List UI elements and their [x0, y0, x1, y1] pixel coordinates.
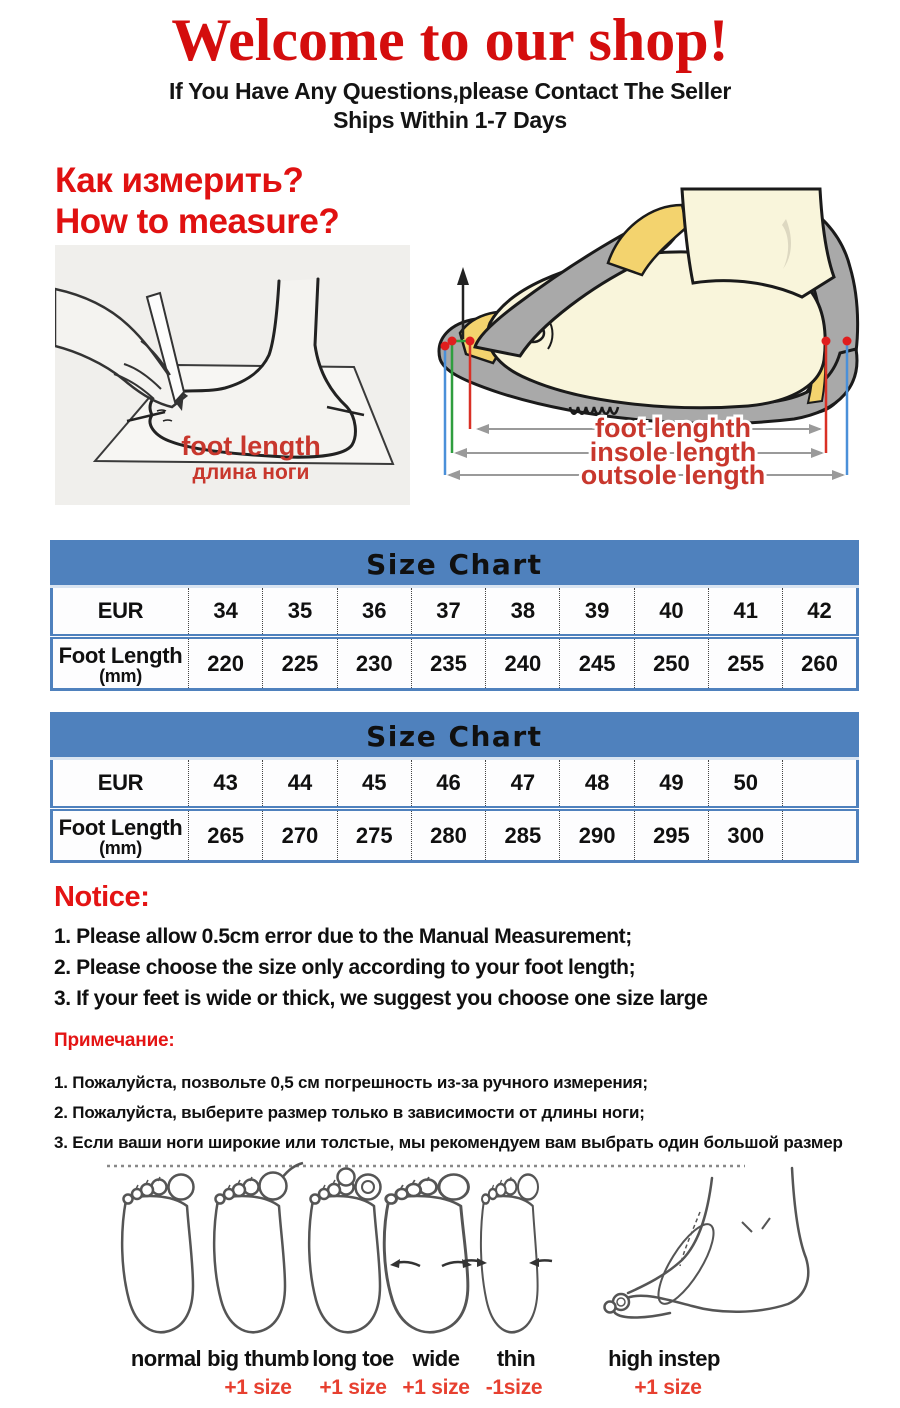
- foot-length-cell: 220: [189, 637, 263, 690]
- foot-length-row-label: Foot Length (mm): [52, 637, 189, 690]
- shoe-measurement-diagram: [430, 163, 890, 500]
- empty-cell: [783, 809, 857, 862]
- foot-type-label: long toe: [312, 1346, 394, 1371]
- size-advice-label: +1 size: [319, 1376, 387, 1399]
- foot-big-thumb: [214, 1163, 303, 1332]
- eur-size-cell: 34: [189, 587, 263, 637]
- notice-item: 1. Пожалуйста, позвольте 0,5 см погрешность из-за ручного измерения;: [54, 1073, 648, 1092]
- notice-item: 2. Please choose the size only according to your foot length;: [54, 956, 636, 979]
- contact-seller-note: If You Have Any Questions,please Contact The Seller: [169, 78, 731, 104]
- eur-size-cell: 46: [411, 759, 485, 809]
- ankle: [682, 189, 834, 297]
- shoe-foot-length-label: foot lenghth: [595, 413, 751, 443]
- notice-item: 2. Пожалуйста, выберите размер только в зависимости от длины ноги;: [54, 1103, 645, 1122]
- foot-length-cell: 275: [337, 809, 411, 862]
- foot-length-cell: 240: [486, 637, 560, 690]
- foot-length-cell: 250: [634, 637, 708, 690]
- foot-normal: [122, 1175, 193, 1333]
- foot-length-cell: 295: [634, 809, 708, 862]
- foot-length-label-en: foot length: [181, 431, 321, 461]
- size-advice-labels: [0, 1376, 900, 1402]
- foot-length-cell: 285: [486, 809, 560, 862]
- foot-length-cell: 260: [783, 637, 857, 690]
- size-advice-label: -1size: [485, 1376, 543, 1399]
- shoe-insole-length-label: insole length: [589, 437, 757, 467]
- foot-length-cell: 280: [411, 809, 485, 862]
- foot-tracing-illustration: [55, 245, 410, 505]
- eur-size-cell: 38: [486, 587, 560, 637]
- foot-length-cell: 245: [560, 637, 634, 690]
- page-title: Welcome to our shop!: [171, 7, 729, 73]
- header: [0, 4, 900, 134]
- eur-size-cell: 39: [560, 587, 634, 637]
- notice-title-en: Notice:: [54, 881, 150, 913]
- eur-size-cell: 36: [337, 587, 411, 637]
- notice-item: 3. If your feet is wide or thick, we suggest you choose one size large: [54, 987, 708, 1010]
- notice-section-en: [54, 882, 884, 1014]
- eur-size-cell: 41: [709, 587, 783, 637]
- eur-size-cell: 48: [560, 759, 634, 809]
- foot-type-labels: [0, 1346, 900, 1372]
- empty-cell: [783, 759, 857, 809]
- eur-size-cell: 40: [634, 587, 708, 637]
- foot-length-cell: 265: [189, 809, 263, 862]
- measure-heading-en: How to measure?: [55, 202, 340, 241]
- eur-size-cell: 43: [189, 759, 263, 809]
- size-chart-table-2: [50, 712, 859, 863]
- notice-title-ru: Примечание:: [54, 1030, 175, 1051]
- eur-row-label: EUR: [97, 770, 144, 795]
- notice-item: 1. Please allow 0.5cm error due to the Manual Measurement;: [54, 925, 632, 948]
- eur-size-cell: 37: [411, 587, 485, 637]
- foot-types-illustration: [85, 1156, 855, 1342]
- eur-size-cell: 35: [263, 587, 337, 637]
- foot-type-label: wide: [412, 1346, 460, 1371]
- foot-length-cell: 255: [709, 637, 783, 690]
- foot-type-label: normal: [130, 1346, 202, 1371]
- foot-type-label: high instep: [608, 1346, 720, 1371]
- size-chart-table-1: [50, 540, 859, 691]
- eur-size-cell: 49: [634, 759, 708, 809]
- foot-high-instep: [605, 1168, 809, 1318]
- size-advice-label: +1 size: [402, 1376, 470, 1399]
- up-arrow-icon: [457, 267, 469, 285]
- eur-size-cell: 44: [263, 759, 337, 809]
- eur-row-label: EUR: [97, 598, 144, 623]
- eur-size-cell: 50: [709, 759, 783, 809]
- foot-thin: [464, 1175, 552, 1333]
- foot-length-cell: 270: [263, 809, 337, 862]
- foot-type-label: big thumb: [207, 1346, 309, 1371]
- size-chart-1-title: Size Chart: [52, 542, 858, 587]
- notice-item: 3. Если ваши ноги широкие или толстые, мы рекомендуем вам выбрать один большой размер: [54, 1133, 843, 1152]
- foot-length-cell: 225: [263, 637, 337, 690]
- foot-type-label: thin: [496, 1346, 536, 1371]
- foot-length-row-label: Foot Length (mm): [52, 809, 189, 862]
- foot-long-toe: [309, 1169, 380, 1333]
- foot-length-cell: 290: [560, 809, 634, 862]
- notice-section-ru: [54, 1026, 900, 1158]
- foot-wide: [384, 1175, 472, 1333]
- foot-length-cell: 235: [411, 637, 485, 690]
- size-chart-2-title: Size Chart: [52, 714, 858, 759]
- eur-size-cell: 42: [783, 587, 857, 637]
- shipping-note: Ships Within 1-7 Days: [333, 107, 567, 133]
- size-advice-label: +1 size: [634, 1376, 702, 1399]
- eur-size-cell: 45: [337, 759, 411, 809]
- measure-heading-ru: Как измерить?: [55, 161, 304, 200]
- eur-size-cell: 47: [486, 759, 560, 809]
- foot-length-label-ru: длина ноги: [192, 461, 310, 484]
- shoe-outsole-length-label: outsole length: [580, 460, 766, 490]
- size-advice-label: +1 size: [224, 1376, 292, 1399]
- measure-heading: [55, 160, 339, 242]
- foot-length-cell: 300: [709, 809, 783, 862]
- foot-length-cell: 230: [337, 637, 411, 690]
